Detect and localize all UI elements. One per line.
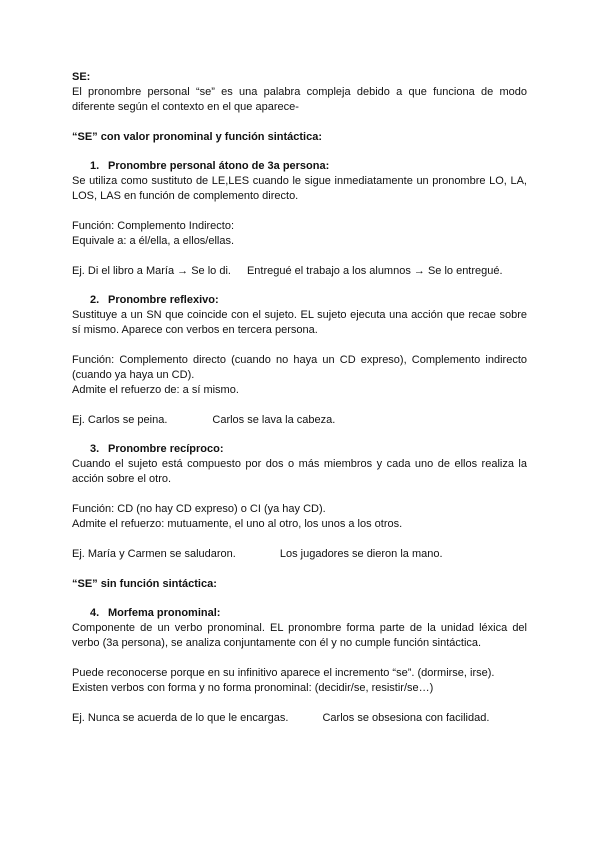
section1-heading: “SE” con valor pronominal y función sintáctica: — [72, 131, 322, 143]
item4-title: Morfema pronominal: — [108, 607, 221, 619]
item3-title: Pronombre recíproco: — [108, 443, 224, 455]
item1-equivalence: Equivale a: a él/ella, a ellos/ellas. — [72, 235, 235, 247]
item2-function: Función: Complemento directo (cuando no haya un CD expreso), Complemento indirecto (cuando ya haya un CD). — [72, 354, 527, 381]
item2-title: Pronombre reflexivo: — [108, 294, 219, 306]
item4-number: 4. — [90, 607, 100, 619]
item3-examples — [72, 547, 527, 562]
item1-title: Pronombre personal átono de 3a persona: — [108, 160, 330, 172]
item4-note-1: Puede reconocerse porque en su infinitivo aparece el incremento “se”. (dormirse, irse). — [72, 667, 495, 679]
item3-reinforcement: Admite el refuerzo: mutuamente, el uno al otro, los unos a los otros. — [72, 518, 403, 530]
item1-example-1: Ej. Di el libro a María → Se lo di. — [72, 265, 231, 277]
item4-note-2: Existen verbos con forma y no forma pronominal: (decidir/se, resistir/se…) — [72, 682, 434, 694]
item4-heading — [72, 606, 527, 621]
item2-example-1: Ej. Carlos se peina. — [72, 414, 168, 426]
item4-example-2: Carlos se obsesiona con facilidad. — [322, 712, 490, 724]
item3-description: Cuando el sujeto está compuesto por dos o más miembros y cada uno de ellos realiza la acción sobre el otro. — [72, 458, 527, 485]
item3-function: Función: CD (no hay CD expreso) o CI (ya hay CD). — [72, 503, 326, 515]
item2-examples — [72, 413, 527, 428]
section2-heading: “SE” sin función sintáctica: — [72, 578, 217, 590]
item1-example-2: Entregué el trabajo a los alumnos → Se lo entregué. — [246, 265, 503, 277]
item3-example-1: Ej. María y Carmen se saludaron. — [72, 548, 236, 560]
item3-example-2: Los jugadores se dieron la mano. — [279, 548, 443, 560]
item4-description: Componente de un verbo pronominal. EL pronombre forma parte de la unidad léxica del verbo (3a persona), se analiza conjuntamente con él y no cumple función sintáctica. — [72, 622, 527, 649]
intro-paragraph: El pronombre personal “se” es una palabra compleja debido a que funciona de modo diferente según el contexto en el que aparece- — [72, 86, 527, 113]
item2-heading — [72, 293, 527, 308]
item4-example-1: Ej. Nunca se acuerda de lo que le encargas. — [72, 712, 289, 724]
item2-number: 2. — [90, 294, 100, 306]
item1-number: 1. — [90, 160, 100, 172]
item1-heading — [72, 159, 527, 174]
document-content — [72, 70, 527, 726]
item1-function: Función: Complemento Indirecto: — [72, 220, 235, 232]
item3-heading — [72, 442, 527, 457]
item2-description: Sustituye a un SN que coincide con el sujeto. EL sujeto ejecuta una acción que recae sobre sí mismo. Aparece con verbos en tercera persona. — [72, 309, 527, 336]
item1-examples — [72, 264, 527, 279]
item3-number: 3. — [90, 443, 100, 455]
item4-examples — [72, 711, 527, 726]
document-title: SE: — [72, 71, 91, 83]
item2-reinforcement: Admite el refuerzo de: a sí mismo. — [72, 384, 239, 396]
item2-example-2: Carlos se lava la cabeza. — [212, 414, 336, 426]
item1-description: Se utiliza como sustituto de LE,LES cuando le sigue inmediatamente un pronombre LO, LA, LOS, LAS en función de complemento directo. — [72, 175, 527, 202]
